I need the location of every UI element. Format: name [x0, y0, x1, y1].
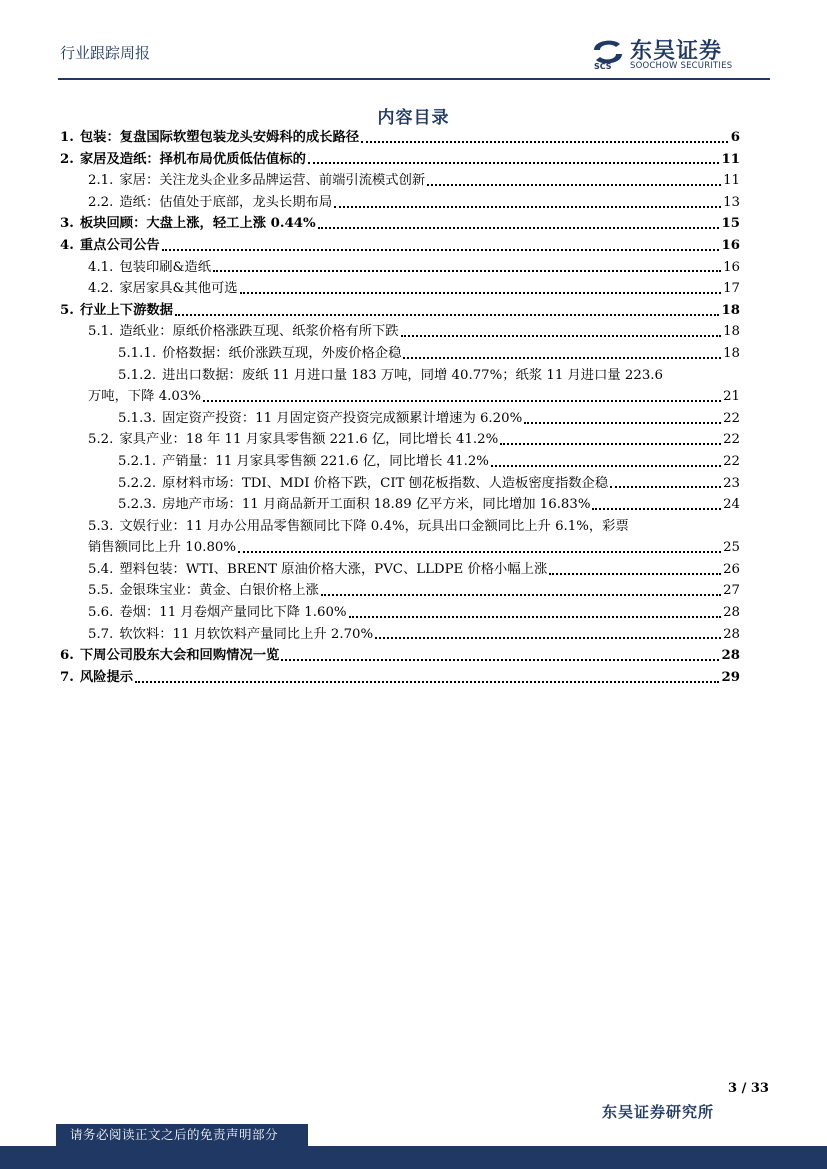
toc-text: 家居：关注龙头企业多品牌运营、前端引流模式创新 [119, 173, 426, 189]
toc-leader [238, 551, 721, 553]
toc-leader [334, 206, 721, 208]
toc-leader [401, 335, 721, 337]
page-number: 3 / 33 [728, 1081, 769, 1096]
toc-entry[interactable] [60, 516, 740, 538]
toc-leader [213, 270, 721, 272]
toc-page: 29 [721, 669, 740, 685]
toc-number: 1. [60, 130, 74, 145]
toc-entry[interactable] [60, 192, 740, 214]
toc-page: 27 [723, 583, 740, 599]
toc-text-continued: 万吨，下降 4.03% [88, 389, 201, 405]
toc-entry[interactable] [60, 321, 740, 343]
toc-number: 4.1. [88, 259, 114, 275]
toc-leader [318, 227, 720, 229]
toc-text: 原材料市场：TDI、MDI 价格下跌，CIT 刨花板指数、人造板密度指数企稳 [162, 475, 609, 491]
toc-entry-continuation[interactable] [60, 386, 740, 408]
institute-name: 东吴证券研究所 [602, 1103, 715, 1121]
toc-page: 18 [723, 345, 740, 361]
toc-number: 5.5. [88, 583, 114, 599]
toc-page: 26 [723, 561, 740, 577]
toc-leader [308, 162, 720, 164]
toc-entry[interactable] [60, 257, 740, 279]
toc-entry[interactable] [60, 451, 740, 473]
toc-entry[interactable] [60, 667, 740, 689]
toc-page: 13 [723, 194, 740, 210]
toc-number: 4. [60, 237, 74, 253]
toc-number: 5. [60, 302, 74, 318]
toc-page: 16 [723, 259, 740, 275]
toc-number: 2.1. [88, 173, 114, 189]
header-divider [58, 78, 770, 80]
toc-text: 造纸业：原纸价格涨跌互现、纸浆价格有所下跌 [119, 324, 399, 340]
toc-page: 6 [730, 130, 740, 145]
toc-text: 文娱行业：11 月办公用品零售额同比下降 0.4%，玩具出口金额同比上升 6.1%，彩票 [119, 518, 629, 534]
toc-number: 5.3. [88, 518, 114, 534]
toc-page: 21 [723, 389, 740, 405]
toc-leader [162, 249, 720, 251]
toc-number: 5.2.1. [118, 453, 157, 469]
toc-entry[interactable] [60, 300, 740, 322]
footer-bar [0, 1146, 827, 1169]
toc-text: 价格数据：纸价涨跌互现，外废价格企稳 [162, 345, 402, 361]
toc-page: 17 [723, 281, 740, 297]
company-logo [590, 34, 770, 74]
toc-entry[interactable] [60, 602, 740, 624]
toc-number: 5.7. [88, 626, 114, 642]
toc-entry[interactable] [60, 213, 740, 235]
toc-entry[interactable] [60, 343, 740, 365]
toc-leader [281, 659, 719, 661]
toc-page: 28 [721, 648, 740, 664]
toc-entry[interactable] [60, 149, 740, 171]
toc-entry[interactable] [60, 235, 740, 257]
toc-text: 造纸：估值处于底部，龙头长期布局 [119, 194, 333, 210]
toc-text: 家居家具&其他可选 [119, 281, 238, 297]
toc-entry[interactable] [60, 127, 740, 149]
toc-number: 5.1. [88, 324, 114, 340]
toc-text: 固定资产投资：11 月固定资产投资完成额累计增速为 6.20% [162, 410, 523, 426]
toc-leader [549, 573, 721, 575]
table-of-contents [60, 127, 740, 688]
toc-title: 内容目录 [377, 108, 450, 128]
toc-leader [427, 184, 721, 186]
toc-text: 重点公司公告 [79, 237, 160, 253]
scs-logo-icon [590, 36, 626, 70]
toc-leader [592, 508, 721, 510]
toc-page: 28 [723, 605, 740, 621]
toc-leader [349, 616, 722, 618]
toc-text: 下周公司股东大会和回购情况一览 [79, 648, 280, 664]
toc-leader [240, 292, 721, 294]
toc-text: 风险提示 [79, 669, 134, 685]
toc-entry[interactable] [60, 645, 740, 667]
toc-entry[interactable] [60, 429, 740, 451]
toc-page: 22 [723, 432, 740, 448]
toc-text: 卷烟：11 月卷烟产量同比下降 1.60% [119, 605, 347, 621]
toc-number: 5.6. [88, 605, 114, 621]
toc-number: 2. [60, 151, 74, 167]
toc-page: 15 [721, 216, 740, 232]
toc-number: 7. [60, 669, 74, 685]
toc-number: 5.2.3. [118, 497, 157, 513]
toc-entry[interactable] [60, 580, 740, 602]
toc-number: 5.2.2. [118, 475, 157, 491]
toc-page: 24 [723, 497, 740, 513]
toc-page: 11 [723, 173, 740, 189]
toc-text: 板块回顾：大盘上涨，轻工上涨 0.44% [79, 216, 316, 232]
toc-text: 家居及造纸：择机布局优质低估值标的 [79, 151, 306, 167]
toc-leader [524, 422, 721, 424]
toc-leader [610, 486, 721, 488]
toc-leader [500, 443, 721, 445]
toc-text: 包装：复盘国际软塑包装龙头安姆科的成长路径 [79, 130, 360, 145]
toc-text: 行业上下游数据 [79, 302, 173, 318]
toc-number: 5.2. [88, 432, 114, 448]
toc-leader [135, 681, 719, 683]
toc-text-continued: 销售额同比上升 10.80% [88, 540, 237, 556]
logo-chinese-name: 东吴证券 [630, 39, 723, 64]
toc-entry[interactable] [60, 170, 740, 192]
toc-leader [375, 637, 721, 639]
toc-page: 28 [723, 626, 740, 642]
toc-number: 3. [60, 216, 74, 232]
toc-entry-continuation[interactable] [60, 537, 740, 559]
toc-text: 房地产市场：11 月商品新开工面积 18.89 亿平方米，同比增加 16.83% [162, 497, 591, 513]
logo-english-name: SOOCHOW SECURITIES [630, 61, 733, 71]
toc-page: 23 [723, 475, 740, 491]
toc-leader [203, 400, 721, 402]
disclaimer-notice: 请务必阅读正文之后的免责声明部分 [56, 1124, 308, 1146]
toc-entry[interactable] [60, 624, 740, 646]
toc-text: 塑料包装：WTI、BRENT 原油价格大涨，PVC、LLDPE 价格小幅上涨 [119, 561, 548, 577]
toc-page: 25 [723, 540, 740, 556]
toc-leader [403, 357, 721, 359]
toc-leader [361, 141, 728, 143]
toc-entry[interactable] [60, 278, 740, 300]
toc-text: 产销量：11 月家具零售额 221.6 亿，同比增长 41.2% [162, 453, 489, 469]
toc-number: 5.1.3. [118, 410, 157, 426]
toc-entry[interactable] [60, 408, 740, 430]
toc-page: 22 [723, 453, 740, 469]
toc-number: 6. [60, 648, 74, 664]
toc-text: 包装印刷&造纸 [119, 259, 211, 275]
toc-page: 18 [723, 324, 740, 340]
toc-number: 5.4. [88, 561, 114, 577]
toc-leader [175, 314, 720, 316]
toc-text: 家具产业：18 年 11 月家具零售额 221.6 亿，同比增长 41.2% [119, 432, 499, 448]
toc-number: 2.2. [88, 194, 114, 210]
toc-number: 4.2. [88, 281, 114, 297]
toc-entry[interactable] [60, 473, 740, 495]
toc-leader [321, 594, 721, 596]
toc-page: 18 [721, 302, 740, 318]
toc-page: 11 [721, 151, 740, 167]
toc-text: 软饮料：11 月软饮料产量同比上升 2.70% [119, 626, 374, 642]
report-type-label: 行业跟踪周报 [60, 44, 151, 62]
logo-abbr: SCS [594, 62, 612, 70]
toc-text: 进出口数据：废纸 11 月进口量 183 万吨，同增 40.77%；纸浆 11 月进口量 223.6 [162, 367, 663, 383]
toc-page: 16 [721, 237, 740, 253]
toc-entry[interactable] [60, 365, 740, 387]
toc-number: 5.1.2. [118, 367, 157, 383]
toc-entry[interactable] [60, 559, 740, 581]
toc-text: 金银珠宝业：黄金、白银价格上涨 [119, 583, 319, 599]
toc-leader [491, 465, 721, 467]
toc-page: 22 [723, 410, 740, 426]
toc-number: 5.1.1. [118, 345, 157, 361]
toc-entry[interactable] [60, 494, 740, 516]
